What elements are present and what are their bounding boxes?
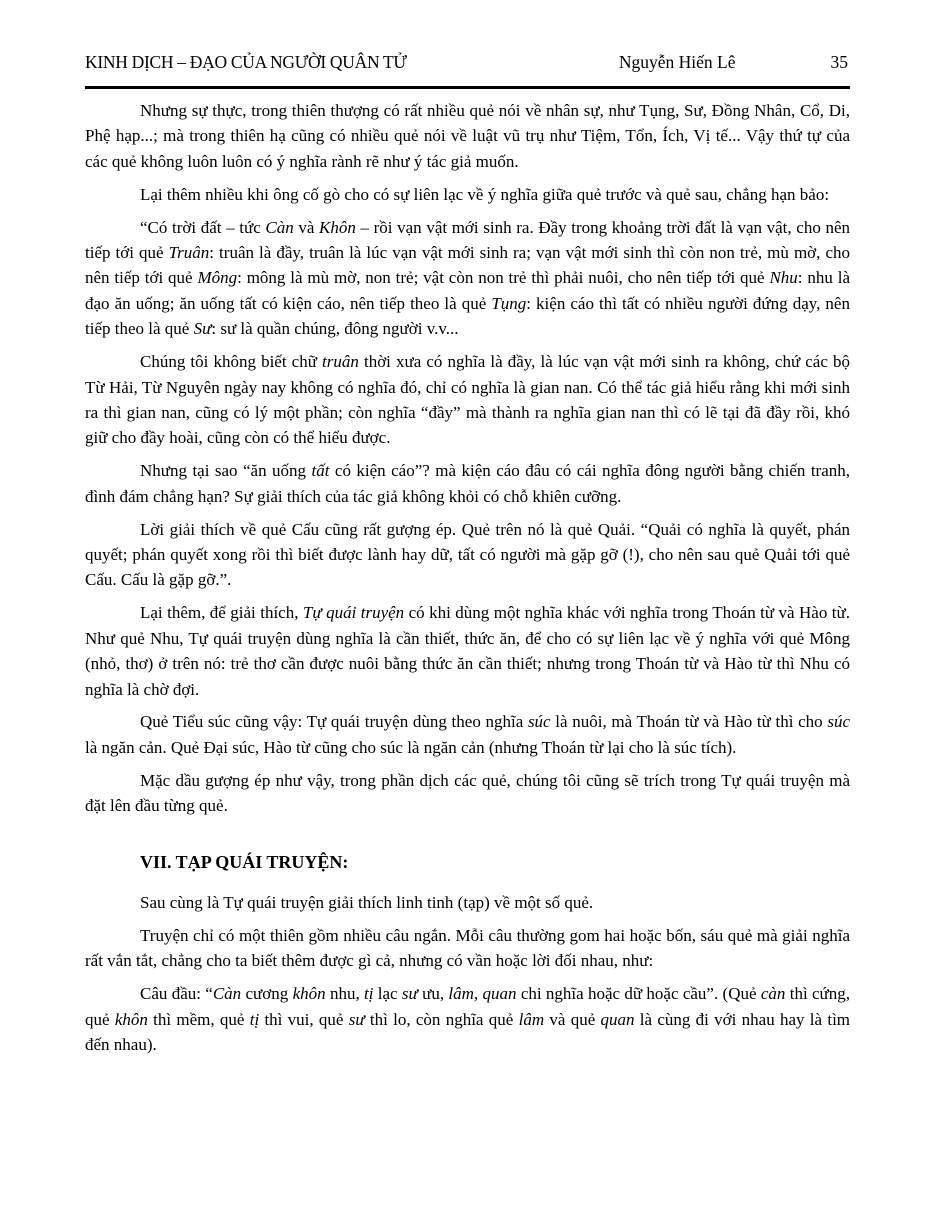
text-run: lâm, quan xyxy=(448,984,517,1004)
paragraph xyxy=(85,768,850,819)
text-run: là nuôi, mà Thoán từ và Hào từ thì cho xyxy=(550,712,828,732)
paragraph xyxy=(85,981,850,1057)
paragraph xyxy=(85,600,850,702)
paragraph xyxy=(85,349,850,451)
paragraph xyxy=(85,458,850,509)
paragraph xyxy=(85,923,850,974)
text-run: ưu, xyxy=(417,984,449,1004)
text-run: quan xyxy=(600,1009,635,1029)
text-run: lạc xyxy=(373,984,402,1004)
page-number: 35 xyxy=(830,52,848,72)
paragraph xyxy=(85,98,850,174)
text-run: Khôn xyxy=(319,217,356,237)
text-run: càn xyxy=(760,984,786,1004)
paragraph xyxy=(85,215,850,342)
text-run: Chúng tôi không biết chữ xyxy=(140,352,323,372)
text-run: Nhưng sự thực, trong thiên thượng có rất nhiều quẻ nói về nhân sự, như Tụng, Sư, Đồng Nhân, Cổ, Di, Phệ hạp...; mà trong thiên hạ cũng có nhiều quẻ nói về luật vũ trụ như Tiệm, Tổn, Ích, Vị tế... Vậy thứ tự của các quẻ không luôn luôn có ý nghĩa rành rẽ như ý tác giả muốn. xyxy=(85,101,850,171)
text-run: thì mềm, quẻ xyxy=(147,1009,250,1029)
text-run: : truân là đầy, truân là lúc vạn vật mới sinh ra; vạn vật mới sinh thì còn non trẻ, mù mờ, cho nên tiếp tới quẻ xyxy=(85,243,850,288)
text-run: thì lo, còn nghĩa quẻ xyxy=(364,1009,519,1029)
text-run: sư xyxy=(401,984,418,1004)
text-run: Truyện chỉ có một thiên gồm nhiều câu ngắn. Mỗi câu thường gom hai hoặc bốn, sáu quẻ mà giải nghĩa rất vắn tắt, chẳng cho ta biết thêm được gì cả, nhưng có vần hoặc lời đối nhau, như: xyxy=(85,925,850,971)
header-divider xyxy=(85,86,850,89)
text-run: súc xyxy=(527,712,551,732)
section-heading xyxy=(85,850,850,875)
text-run: và quẻ xyxy=(544,1009,601,1029)
text-run: Càn xyxy=(212,984,242,1004)
text-run: tị xyxy=(364,984,374,1004)
text-run: Tự quái truyện xyxy=(302,603,405,623)
text-run: truân xyxy=(322,352,359,372)
text-run: tị xyxy=(249,1009,260,1029)
text-run: Mặc dầu gượng ép như vậy, trong phần dịch các quẻ, chúng tôi cũng sẽ trích trong Tự quái truyện mà đặt lên đầu từng quẻ. xyxy=(85,770,850,816)
text-run: Nhưng tại sao “ăn uống xyxy=(140,461,312,481)
text-run: là cùng đi với nhau hay là tìm đến nhau). xyxy=(85,1009,851,1054)
text-run: Sau cùng là Tự quái truyện giải thích linh tinh (tạp) về một số quẻ. xyxy=(140,892,594,912)
author-name: Nguyễn Hiến Lê xyxy=(618,52,736,72)
text-run: tất xyxy=(311,461,330,481)
text-run: “Có trời đất – tức xyxy=(140,217,266,237)
text-run: Lời giải thích về quẻ Cấu cũng rất gượng ép. Quẻ trên nó là quẻ Quải. “Quải có nghĩa là quyết, phán quyết; phán quyết xong rồi thì biết được lành hay dữ, tất có người mà gặp gỡ (!), cho nên sau quẻ Quải tới quẻ Cấu. Cấu là gặp gỡ.”. xyxy=(85,519,850,590)
text-run: sư xyxy=(348,1009,365,1029)
text-run: thời xưa có nghĩa là đầy, là lúc vạn vật mới sinh ra không, chứ các bộ Từ Hải, Từ Nguyên ngày nay không có nghĩa đó, chỉ có nghĩa là gian nan. Có thể tác giả hiểu rằng khi mới sinh ra thì gian nan, cũng có lý một phần; còn nghĩa “đầy” mà thành ra nghĩa gian nan thì có lẽ tại đã đầy rồi, khó giữ cho đầy hoài, cũng còn có thể hiểu được. xyxy=(85,352,850,448)
text-run: súc xyxy=(827,712,850,732)
text-run: : nhu là đạo ăn uống; ăn uống tất có kiện cáo, nên tiếp theo là quẻ xyxy=(85,268,850,313)
text-run: : mông là mù mờ, non trẻ; vật còn non trẻ thì phải nuôi, cho nên tiếp tới quẻ xyxy=(237,268,770,288)
paragraph xyxy=(85,182,850,207)
text-run: là ngăn cản. Quẻ Đại súc, Hào từ cũng cho súc là ngăn cản (nhưng Thoán từ lại cho là súc tích). xyxy=(85,737,737,757)
text-run: nhu, xyxy=(325,984,365,1004)
text-run: Quẻ Tiểu súc cũng vậy: Tự quái truyện dùng theo nghĩa xyxy=(140,712,528,732)
text-run: chi nghĩa hoặc dữ hoặc cầu”. (Quẻ xyxy=(516,984,761,1004)
text-run: Tụng xyxy=(491,293,527,313)
text-run: Câu đầu: “ xyxy=(140,984,213,1004)
paragraph xyxy=(85,890,850,915)
text-run: có khi dùng một nghĩa khác với nghĩa trong Thoán từ và Hào từ. Như quẻ Nhu, Tự quái truyện dùng nghĩa là cần thiết, thức ăn, để cho có sự liên lạc về ý nghĩa với quẻ Mông (nhỏ, thơ) ở trên nó: trẻ thơ cần được nuôi bằng thức ăn cần thiết; nhưng trong Thoán từ và Hào từ thì Nhu có nghĩa là chờ đợi. xyxy=(85,603,850,699)
text-run: Lại thêm nhiều khi ông cố gò cho có sự liên lạc về ý nghĩa giữa quẻ trước và quẻ sau, chẳng hạn bảo: xyxy=(140,184,830,204)
text-run: Mông xyxy=(197,268,238,288)
page-body xyxy=(85,98,850,1057)
text-run: thì cứng, quẻ xyxy=(85,984,850,1029)
text-run: lâm xyxy=(518,1009,545,1029)
text-run: khôn xyxy=(114,1009,148,1029)
text-run: khôn xyxy=(292,984,326,1004)
text-run: Sư xyxy=(193,319,212,339)
text-run: VII. TẠP QUÁI TRUYỆN: xyxy=(140,851,349,872)
paragraph xyxy=(85,709,850,760)
text-run: Truân xyxy=(168,243,210,263)
text-run: – rồi vạn vật mới sinh ra. Đầy trong khoảng trời đất là vạn vật, cho nên tiếp tới quẻ xyxy=(85,217,851,263)
text-run: Lại thêm, để giải thích, xyxy=(140,603,303,623)
text-run: và xyxy=(293,217,320,237)
paragraph xyxy=(85,517,850,593)
text-run: thì vui, quẻ xyxy=(259,1009,349,1029)
text-run: cương xyxy=(241,984,293,1004)
page-header xyxy=(85,52,850,73)
text-run: : sư là quần chúng, đông người v.v... xyxy=(211,319,459,339)
text-run: có kiện cáo”? mà kiện cáo đâu có cái nghĩa đông người bằng chiến tranh, đình đám chẳng hạn? Sự giải thích của tác giả không khỏi có chỗ khiên cưỡng. xyxy=(85,461,851,506)
book-title: KINH DỊCH – ĐẠO CỦA NGƯỜI QUÂN TỬ xyxy=(85,52,407,72)
text-run: : kiện cáo thì tất có nhiều người đứng dạy, nên tiếp theo là quẻ xyxy=(85,293,850,339)
text-run: Càn xyxy=(265,217,294,237)
text-run: Nhu xyxy=(769,268,798,288)
